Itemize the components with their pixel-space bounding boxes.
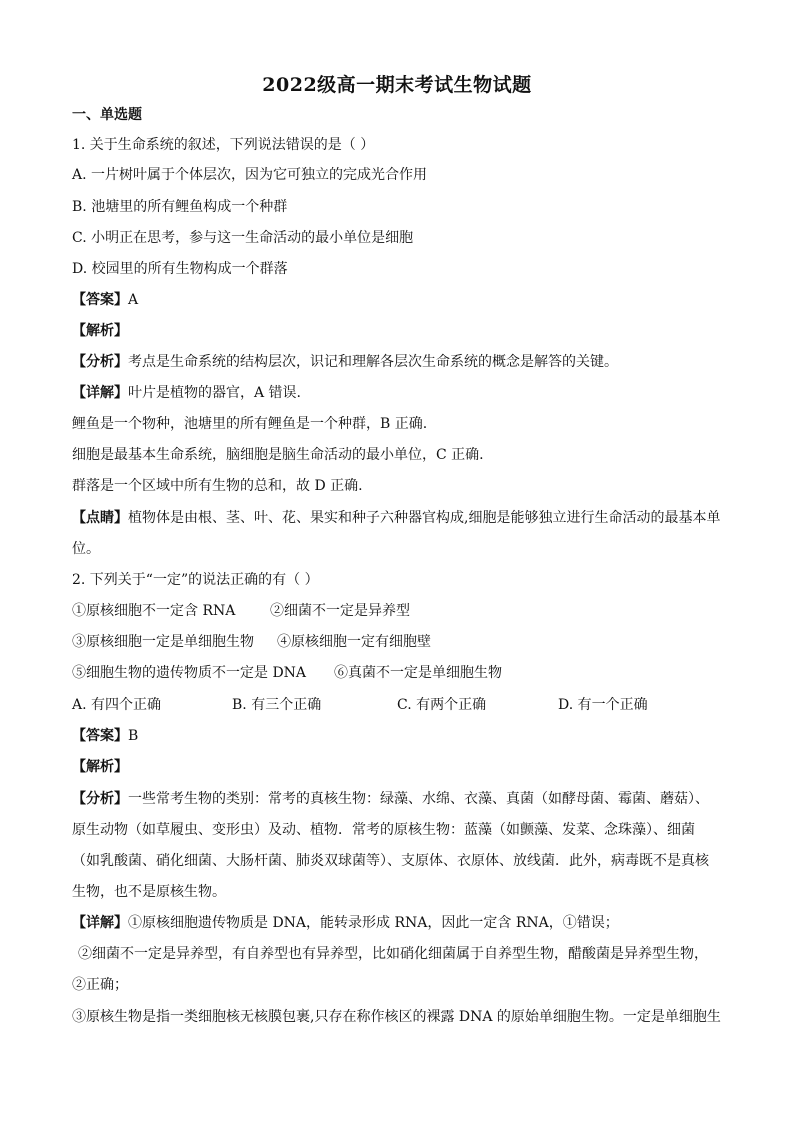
q2-option-c: C. 有两个正确 [397,697,487,713]
fenxi-tag: 【分析】 [72,354,128,370]
q2-statement: ①原核细胞不一定含 RNA [72,603,236,619]
q2-xiangjie-line: ②细菌不一定是异养型，有自养型也有异养型，比如硝化细菌属于自养型生物，醋酸菌是异养型生物， [78,946,708,962]
q2-xiangjie [72,913,722,933]
q2-answer [72,726,722,746]
q1-analysis-tag: 【解析】 [72,323,128,339]
answer-value: B [128,728,139,744]
q2-statement: ②细菌不一定是异养型 [270,603,410,619]
xiangjie-tag: 【详解】 [72,915,128,931]
q2-analysis-tag: 【解析】 [72,759,128,775]
q2-option-a: A. 有四个正确 [72,697,162,713]
fenxi-text: 考点是生命系统的结构层次，识记和理解各层次生命系统的概念是解答的关键。 [128,354,618,370]
page-title: 2022级高一期末考试生物试题 [262,74,532,96]
q2-fenxi-line: 原生动物（如草履虫、变形虫）及动、植物．常考的原核生物：蓝藻（如颤藻、发菜、念珠藻）、细菌 [72,822,695,838]
q1-xiangjie-line: 鲤鱼是一个物种，池塘里的所有鲤鱼是一个种群，B 正确. [72,416,428,432]
q2-xiangjie-line: ②正确； [72,977,128,993]
q2-option-d: D. 有一个正确 [558,697,648,713]
q1-fenxi [72,352,722,372]
q1-xiangjie-line: 群落是一个区域中所有生物的总和，故 D 正确. [72,478,363,494]
xiangjie-text: ①原核细胞遗传物质是 DNA，能转录形成 RNA，因此一定含 RNA，①错误； [128,915,619,931]
q2-xiangjie-line: ③原核生物是指一类细胞核无核膜包裹,只存在称作核区的裸露 DNA 的原始单细胞生物。一定是单细胞生 [72,1009,721,1025]
q2-statement: ⑥真菌不一定是单细胞生物 [334,665,502,681]
answer-tag: 【答案】 [72,728,128,744]
question-2-stem: 2. 下列关于“一定”的说法正确的有（ ） [72,572,319,588]
q1-option-a: A. 一片树叶属于个体层次，因为它可独立的完成光合作用 [72,167,428,183]
q1-option-b: B. 池塘里的所有鲤鱼构成一个种群 [72,199,288,215]
fenxi-tag: 【分析】 [72,791,128,807]
q2-statement: ④原核细胞一定有细胞壁 [277,634,431,650]
q2-fenxi-line: 生物，也不是原核生物。 [72,884,226,900]
answer-tag: 【答案】 [72,292,128,308]
q2-statement-row [72,663,722,683]
q1-xiangjie [72,383,722,403]
xiangjie-tag: 【详解】 [72,385,128,401]
q2-statement: ③原核细胞一定是单细胞生物 [72,634,254,650]
dianjing-tag: 【点睛】 [72,510,128,526]
question-1-stem: 1. 关于生命系统的叙述，下列说法错误的是（ ） [72,137,375,153]
q2-statement: ⑤细胞生物的遗传物质不一定是 DNA [72,665,307,681]
answer-value: A [128,292,139,308]
q2-statement-row [72,632,722,652]
q2-fenxi [72,789,722,809]
q1-option-d: D. 校园里的所有生物构成一个群落 [72,261,288,277]
xiangjie-text: 叶片是植物的器官，A 错误. [128,385,302,401]
q1-dianjing [72,508,722,528]
section-heading: 一、单选题 [72,107,142,123]
q1-option-c: C. 小明正在思考，参与这一生命活动的最小单位是细胞 [72,230,414,246]
q1-answer [72,290,722,310]
fenxi-text: 一些常考生物的类别：常考的真核生物：绿藻、水绵、衣藻、真菌（如酵母菌、霉菌、蘑菇）、 [128,791,709,807]
q1-xiangjie-line: 细胞是最基本生命系统，脑细胞是脑生命活动的最小单位，C 正确. [72,447,484,463]
q2-statement-row [72,601,722,621]
q2-fenxi-line: （如乳酸菌、硝化细菌、大肠杆菌、肺炎双球菌等）、支原体、衣原体、放线菌．此外，病毒既不是真核 [72,853,709,869]
dianjing-text: 植物体是由根、茎、叶、花、果实和种子六种器官构成,细胞是能够独立进行生命活动的最基本单 [128,510,721,526]
q1-dianjing-cont: 位。 [72,541,100,557]
q2-option-b: B. 有三个正确 [232,697,322,713]
